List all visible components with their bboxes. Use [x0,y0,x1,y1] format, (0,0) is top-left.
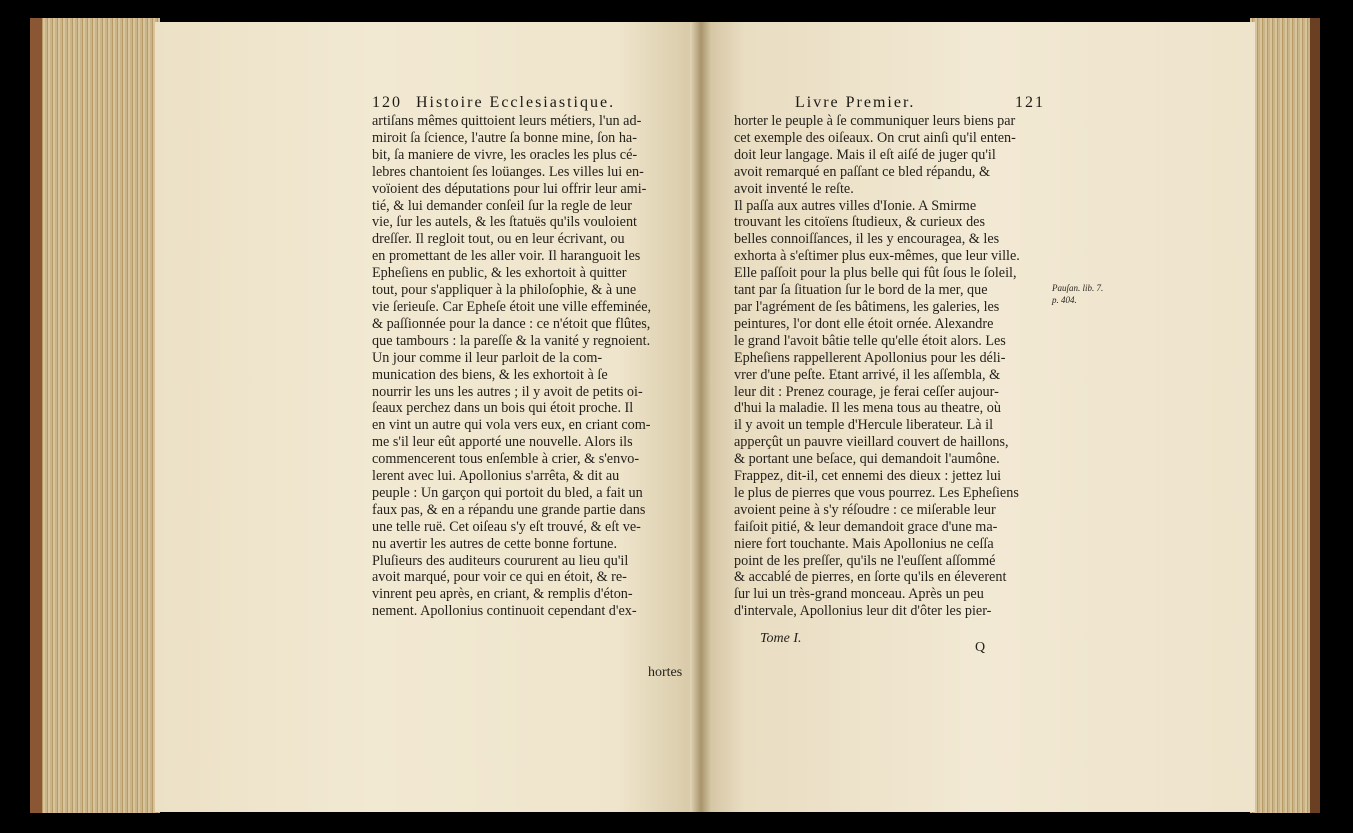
book-spine-left [30,18,42,813]
left-page-text-line: avoit marqué, pour voir ce qui en étoit, & re- [372,569,627,586]
left-page-text-line: commencerent tous enſemble à crier, & s'envo- [372,451,640,468]
right-page-text-line: d'intervale, Apollonius leur dit d'ôter les pier- [734,603,992,620]
right-page-text-line: Il paſſa aux autres villes d'Ionie. A Smirme [734,197,977,214]
left-page-text-line: artiſans mêmes quittoient leurs métiers, l'un ad- [372,113,642,129]
right-page-number: 121 [1015,94,1045,111]
right-page-text-line: avoient peine à s'y réſoudre : ce miſerable leur [734,501,996,518]
left-page-text-line: nu avertir les autres de cette bonne fortune. [372,535,618,552]
left-page-text-line: dreſſer. Il regloit tout, ou en leur écrivant, ou [372,231,625,248]
left-page-text-line: lerent avec lui. Apollonius s'arrêta, & dit au [372,468,620,485]
right-page-text-line: niere fort touchante. Mais Apollonius ne ceſſa [734,535,994,552]
right-page-text-line: avoit inventé le reſte. [734,180,854,197]
right-page-text-line: belles connoiſſances, il les y encouragea, & les [734,231,1000,248]
right-page-text-line: point de les preſſer, qu'ils ne l'euſſent aſſommé [734,552,996,569]
left-page-text-line: nourrir les uns les autres ; il y avoit de petits oi- [372,383,643,400]
left-page-text-line: Epheſiens en public, & les exhortoit à quitter [372,265,627,282]
right-page-text-line: apperçût un pauvre vieillard couvert de haillons, [734,434,1009,451]
right-page-text-line: le plus de pierres que vous pourrez. Les Epheſiens [734,484,1019,501]
left-page-text-line: tout, pour s'appliquer à la philoſophie, & à une [372,282,637,299]
right-page-text-line: Elle paſſoit pour la plus belle qui fût ſous le ſoleil, [734,265,1017,282]
right-page-text-line: & portant une beſace, qui demandoit l'aumône. [734,451,1000,468]
book-gutter [690,22,712,812]
left-catchword: hortes [648,665,683,680]
right-page-text-line: par l'agrément de ſes bâtimens, les galeries, les [734,298,1000,315]
right-page-text-line: peintures, l'or dont elle étoit ornée. Alexandre [734,315,994,332]
book-edge-right [1250,18,1320,813]
left-page-text-line: vie ſerieuſe. Car Epheſe étoit une ville effeminée, [372,298,652,315]
margin-note-line-1: Pauſan. lib. 7. [1052,283,1104,293]
left-page-text-line: en promettant de les aller voir. Il haranguoit les [372,248,641,265]
left-page-text-line: peuple : Un garçon qui portoit du bled, a fait un [372,484,643,501]
right-page-text-line: tant par ſa ſituation ſur le bord de la mer, que [734,282,988,299]
left-page-text-line: munication des biens, & les exhortoit à ſe [372,366,608,383]
left-page-text [372,113,686,620]
left-page-text-line: tié, & lui demander conſeil ſur la regle de leur [372,197,633,214]
left-page-text-line: nement. Apollonius continuoit cependant d'ex- [372,603,637,620]
right-page-text-line: doit leur langage. Mais il eſt aiſé de juger qu'il [734,146,996,163]
right-page-text-line: ſur lui un très-grand monceau. Après un peu [734,586,984,603]
left-page-text-line: vinrent peu après, en criant, & remplis d'éton- [372,586,633,603]
left-page-number: 120 [372,94,402,111]
right-page-text-line: faiſoit pitié, & leur demandoit grace d'une ma- [734,518,998,535]
right-page-text-line: trouvant les citoïens ſtudieux, & curieux des [734,214,985,231]
margin-note [1052,282,1103,306]
left-page-text-line: que tambours : la pareſſe & la vanité y regnoient. [372,332,651,349]
left-page-text-line: & paſſionnée pour la dance : ce n'étoit que flûtes, [372,315,651,332]
left-page-text-line: une telle ruë. Cet oiſeau s'y eſt trouvé, & eſt ve- [372,518,641,535]
left-page-header [372,94,615,112]
left-page-text-line: ſeaux perchez dans un bois qui étoit proche. Il [372,400,634,417]
signature-letter: Q [975,640,986,655]
right-page-text [734,113,1046,620]
left-page-text-line: miroit ſa ſcience, l'autre ſa bonne mine, ſon ha- [372,129,637,146]
left-page-text-line: vie, ſur les autels, & les ſtatuës qu'ils vouloient [372,214,637,231]
left-page-text-line: voïoient des députations pour lui offrir leur ami- [372,180,647,197]
right-page-text-line: exhorta à s'eſtimer plus eux-mêmes, que leur ville. [734,248,1020,265]
right-page-text-line: d'hui la maladie. Il les mena tous au theatre, où [734,400,1001,417]
left-page-text-line: lebres chantoient ſes loüanges. Les villes lui en- [372,163,644,180]
right-page-text-line: le grand l'avoit bâtie telle qu'elle étoit alors. Les [734,332,1006,349]
right-page-text-line: avoit remarqué en paſſant ce bled répandu, & [734,163,991,180]
right-page-text-line: vrer d'une peſte. Etant arrivé, il les aſſembla, & [734,366,1001,383]
right-page-text-line: Frappez, dit-il, cet ennemi des dieux : jettez lui [734,468,1002,485]
margin-note-line-2: p. 404. [1052,295,1077,305]
right-page-header [795,94,1045,112]
left-page-text-line: en vint un autre qui vola vers eux, en criant com- [372,417,651,434]
right-page-text-line: leur dit : Prenez courage, je ferai ceſſer aujour- [734,383,999,400]
right-running-head: Livre Premier. [795,94,916,111]
left-page-text-line: me s'il leur eût apporté une nouvelle. Alors ils [372,434,633,451]
right-page-text-line: cet exemple des oiſeaux. On crut ainſi qu'il enten- [734,129,1016,146]
left-page-text-line: Pluſieurs des auditeurs coururent au lieu qu'il [372,552,629,569]
signature-tome: Tome I. [760,631,802,646]
right-page-text-line: horter le peuple à ſe communiquer leurs biens par [734,113,1016,129]
left-page-text-line: faux pas, & en a répandu une grande partie dans [372,501,646,518]
right-page-text-line: Epheſiens rappellerent Apollonius pour les déli- [734,349,1006,366]
left-page-text-line: Un jour comme il leur parloit de la com- [372,349,603,366]
right-page-text-line: il y avoit un temple d'Hercule liberateur. Là il [734,417,994,434]
book-edge-left [30,18,160,813]
left-page-text-line: bit, ſa maniere de vivre, les oracles les plus cé- [372,146,638,163]
right-page-text-line: & accablé de pierres, en ſorte qu'ils en éleverent [734,569,1007,586]
left-running-head: Histoire Ecclesiastique. [416,94,616,111]
